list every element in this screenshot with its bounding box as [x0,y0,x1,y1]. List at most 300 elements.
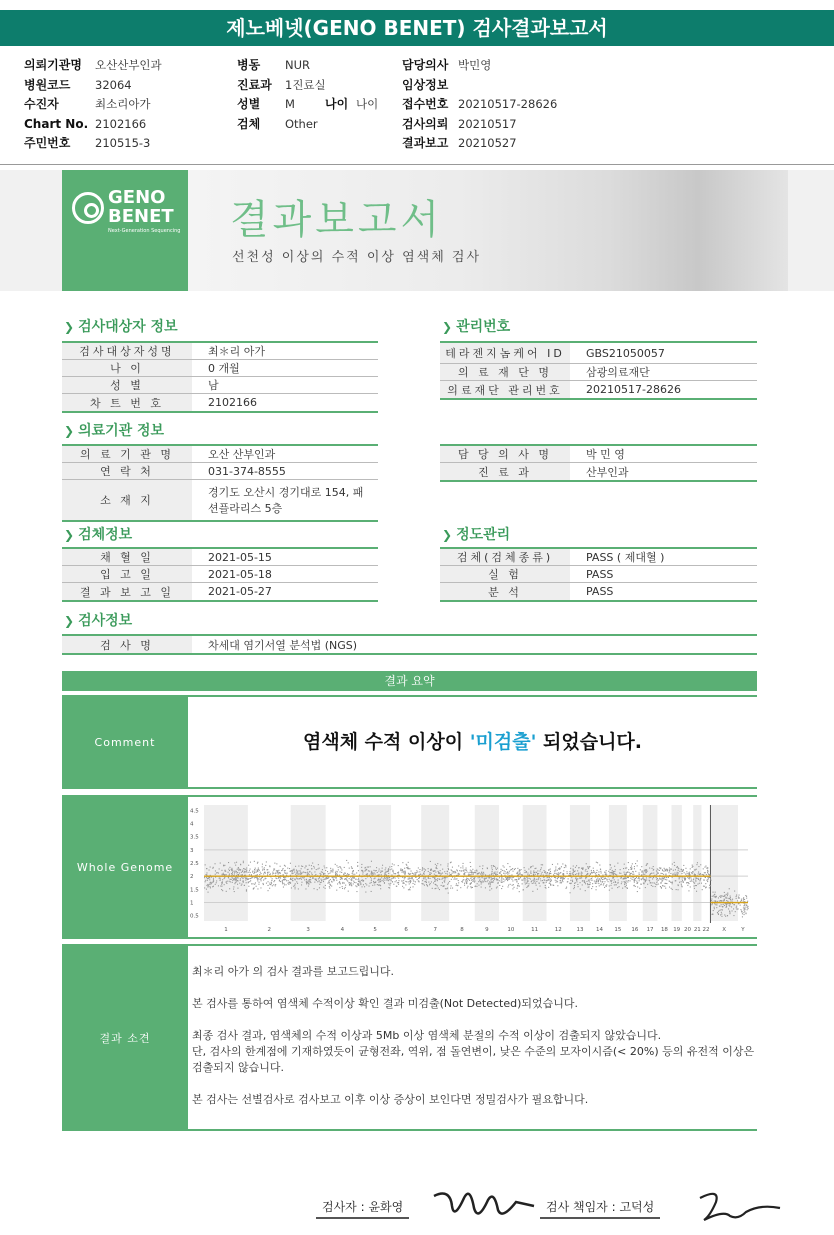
data-point [471,872,472,873]
data-point [216,882,217,883]
data-point [221,886,222,887]
data-point [485,881,486,882]
data-point [729,906,730,907]
table-key: 의료재단 관리번호 [440,381,570,398]
data-point [229,867,230,868]
data-point [263,884,264,885]
data-point [587,866,588,867]
data-point [691,878,692,879]
data-point [249,878,250,879]
data-point [524,870,525,871]
data-point [237,874,238,875]
data-point [240,869,241,870]
data-point [236,872,237,873]
data-point [664,868,665,869]
data-point [230,879,231,880]
data-point [269,866,270,867]
data-point [483,873,484,874]
data-point [570,873,571,874]
data-point [725,916,726,917]
data-point [393,872,394,873]
data-point [447,871,448,872]
table-key: 소 재 지 [62,480,192,520]
data-point [598,883,599,884]
data-point [231,868,232,869]
data-point [707,872,708,873]
data-point [627,881,628,882]
data-point [371,871,372,872]
data-point [224,877,225,878]
data-point [432,888,433,889]
data-point [540,871,541,872]
data-point [233,889,234,890]
data-point [419,874,420,875]
data-point [563,870,564,871]
data-point [359,875,360,876]
data-point [398,873,399,874]
data-point [366,869,367,870]
data-point [352,871,353,872]
data-point [726,898,727,899]
data-point [520,874,521,875]
data-point [376,867,377,868]
data-point [259,870,260,871]
data-point [641,872,642,873]
data-point [566,888,567,889]
data-point [404,868,405,869]
data-point [296,881,297,882]
data-point [540,880,541,881]
x-tick-label: 1 [224,927,228,933]
table-key: 의 료 재 단 명 [440,364,570,380]
data-point [719,906,720,907]
data-point [356,872,357,873]
data-point [679,877,680,878]
table-row [62,377,378,394]
data-point [626,878,627,879]
data-point [474,881,475,882]
data-point [518,877,519,878]
data-point [615,884,616,885]
data-point [329,888,330,889]
data-point [262,870,263,871]
table-row [62,360,378,377]
tester-signature-label: 검사자 : 윤화영 [316,1198,409,1219]
data-point [573,888,574,889]
data-point [620,869,621,870]
data-point [582,881,583,882]
data-point [206,889,207,890]
data-point [393,878,394,879]
data-point [691,879,692,880]
header-value: 최소리아가 [95,97,151,111]
data-point [349,868,350,869]
data-point [639,874,640,875]
data-point [516,879,517,880]
data-point [491,874,492,875]
data-point [444,882,445,883]
data-point [363,880,364,881]
y-tick-label: 3.5 [190,834,199,841]
data-point [271,880,272,881]
data-point [623,868,624,869]
data-point [237,880,238,881]
table-value: PASS [586,567,614,581]
data-point [580,889,581,890]
data-point [323,879,324,880]
comment-label: Comment [62,697,188,787]
data-point [612,888,613,889]
data-point [280,878,281,879]
data-point [491,882,492,883]
table-value: 2102166 [208,396,257,409]
data-point [544,870,545,871]
data-point [480,874,481,875]
data-point [679,871,680,872]
data-point [697,884,698,885]
data-point [206,872,207,873]
data-point [650,873,651,874]
data-point [744,914,745,915]
data-point [573,870,574,871]
data-point [690,881,691,882]
data-point [682,871,683,872]
data-point [425,870,426,871]
data-point [743,910,744,911]
data-point [655,886,656,887]
data-point [706,887,707,888]
data-point [612,870,613,871]
data-point [613,874,614,875]
data-point [681,869,682,870]
data-point [521,874,522,875]
data-point [371,861,372,862]
data-point [649,877,650,878]
data-point [734,891,735,892]
data-point [519,873,520,874]
data-point [365,892,366,893]
data-point [229,888,230,889]
data-point [619,873,620,874]
data-point [365,883,366,884]
data-point [405,873,406,874]
data-point [261,878,262,879]
data-point [727,894,728,895]
data-point [439,878,440,879]
data-point [624,878,625,879]
data-point [603,884,604,885]
data-point [412,873,413,874]
data-point [693,871,694,872]
data-point [652,882,653,883]
data-point [471,870,472,871]
data-point [443,886,444,887]
chief-signature-icon [690,1186,790,1226]
data-point [546,882,547,883]
data-point [223,873,224,874]
data-point [388,868,389,869]
header-row [402,134,557,154]
data-point [408,889,409,890]
data-point [555,869,556,870]
data-point [232,878,233,879]
data-point [407,867,408,868]
data-point [286,873,287,874]
data-point [736,907,737,908]
hero-subtitle: 선천성 이상의 수적 이상 염색체 검사 [232,250,482,265]
data-point [254,861,255,862]
data-point [598,874,599,875]
data-point [275,884,276,885]
data-point [573,866,574,867]
data-point [559,873,560,874]
data-point [713,892,714,893]
data-point [476,870,477,871]
data-point [670,873,671,874]
data-point [692,865,693,866]
data-point [472,869,473,870]
data-point [321,882,322,883]
data-point [263,883,264,884]
data-point [737,900,738,901]
data-point [451,885,452,886]
data-point [503,879,504,880]
data-point [645,881,646,882]
data-point [268,872,269,873]
data-point [343,874,344,875]
finding-paragraph: 본 검사는 선별검사로 검사보고 이후 이상 증상이 보인다면 정밀검사가 필요합니다. [192,1093,589,1106]
data-point [280,866,281,867]
data-point [328,878,329,879]
data-point [727,901,728,902]
data-point [257,874,258,875]
data-point [479,879,480,880]
data-point [491,865,492,866]
data-point [206,874,207,875]
table-row [62,394,378,411]
data-point [658,880,659,881]
data-point [565,866,566,867]
data-point [341,872,342,873]
data-point [718,914,719,915]
data-point [429,884,430,885]
data-point [381,874,382,875]
data-point [231,869,232,870]
data-point [592,886,593,887]
header-row [402,76,557,96]
data-point [504,870,505,871]
data-point [497,886,498,887]
data-point [269,888,270,889]
data-point [422,870,423,871]
data-point [694,888,695,889]
data-point [232,880,233,881]
data-point [742,913,743,914]
data-point [517,868,518,869]
data-point [273,881,274,882]
x-tick-label: 17 [646,927,654,933]
data-point [721,914,722,915]
data-point [204,877,205,878]
data-point [431,869,432,870]
data-point [324,866,325,867]
data-point [682,880,683,881]
data-point [519,878,520,879]
data-point [508,885,509,886]
data-point [353,881,354,882]
logo-line1: GENO [108,187,166,208]
data-point [220,880,221,881]
header-row [237,56,326,76]
data-point [492,871,493,872]
data-point [653,869,654,870]
data-point [406,881,407,882]
data-point [644,870,645,871]
data-point [492,873,493,874]
data-point [591,870,592,871]
data-point [261,873,262,874]
table-value: 차세대 염기서열 분석법 (NGS) [208,638,358,652]
data-point [517,873,518,874]
data-point [595,874,596,875]
data-point [659,870,660,871]
data-point [510,869,511,870]
data-point [725,897,726,898]
data-point [697,862,698,863]
data-point [631,867,632,868]
section-test-title: ❯ 검사정보 [64,613,133,629]
data-point [557,870,558,871]
data-point [618,880,619,881]
data-point [615,869,616,870]
data-point [605,874,606,875]
data-point [506,873,507,874]
data-point [563,877,564,878]
data-point [444,877,445,878]
data-point [318,878,319,879]
data-point [634,880,635,881]
data-point [633,871,634,872]
data-point [493,880,494,881]
data-point [255,868,256,869]
data-point [398,878,399,879]
data-point [596,862,597,863]
data-point [700,873,701,874]
data-point [226,874,227,875]
data-point [479,880,480,881]
data-point [391,869,392,870]
data-point [309,879,310,880]
data-point [656,877,657,878]
data-point [588,880,589,881]
data-point [478,885,479,886]
data-point [293,886,294,887]
data-point [422,874,423,875]
table-value: 최＊리 아가 [208,345,266,358]
data-point [706,880,707,881]
data-point [706,874,707,875]
data-point [584,880,585,881]
data-point [635,871,636,872]
data-point [294,872,295,873]
data-point [724,892,725,893]
data-point [215,874,216,875]
data-point [718,913,719,914]
data-point [274,880,275,881]
data-point [374,884,375,885]
finding-paragraph: 최＊리 아가 의 검사 결과를 보고드립니다. [192,965,394,978]
data-point [663,874,664,875]
data-point [546,873,547,874]
data-point [514,869,515,870]
data-point [612,872,613,873]
data-point [243,882,244,883]
data-point [614,866,615,867]
data-point [256,886,257,887]
data-point [533,874,534,875]
data-point [736,895,737,896]
data-point [747,901,748,902]
table-key: 나 이 [62,360,192,376]
data-point [663,878,664,879]
table-key: 검체(검체종류) [440,549,570,565]
data-point [746,898,747,899]
data-point [724,895,725,896]
data-point [386,875,387,876]
data-point [403,883,404,884]
data-point [531,873,532,874]
data-point [685,874,686,875]
data-point [206,877,207,878]
data-point [231,879,232,880]
data-point [732,899,733,900]
table-value: 20210517-28626 [586,383,681,396]
data-point [733,908,734,909]
data-point [224,865,225,866]
data-point [304,879,305,880]
data-point [365,878,366,879]
data-point [719,901,720,902]
data-point [241,872,242,873]
data-point [332,871,333,872]
data-point [600,880,601,881]
data-point [616,874,617,875]
data-point [704,867,705,868]
data-point [434,874,435,875]
data-point [237,869,238,870]
data-point [383,881,384,882]
data-point [661,882,662,883]
data-point [528,883,529,884]
data-point [376,870,377,871]
data-point [242,871,243,872]
data-point [460,887,461,888]
data-point [470,886,471,887]
data-point [655,884,656,885]
data-point [466,878,467,879]
data-point [503,881,504,882]
data-point [672,882,673,883]
data-point [532,866,533,867]
data-point [329,886,330,887]
data-point [248,886,249,887]
data-point [257,888,258,889]
data-point [417,879,418,880]
data-point [324,873,325,874]
data-point [730,904,731,905]
data-point [448,882,449,883]
data-point [322,869,323,870]
